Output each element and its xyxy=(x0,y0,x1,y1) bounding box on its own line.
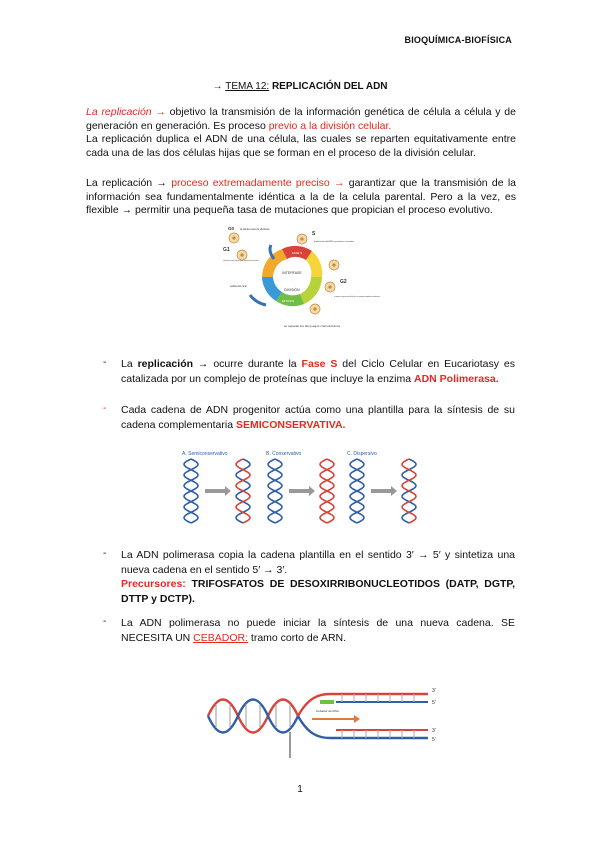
title-text: REPLICACIÓN DEL ADN xyxy=(269,81,388,92)
bullet-dash: - xyxy=(103,616,107,627)
dna-strand xyxy=(350,459,364,523)
g1-label: G1 xyxy=(223,247,230,253)
bullet2-text: Cada cadena de ADN progenitor actúa como una plantilla para la síntesis de su cadena complementaria xyxy=(121,404,515,431)
model-arrows xyxy=(205,486,397,496)
bullet-dash: - xyxy=(103,548,107,559)
intro-term: La replicación → xyxy=(86,106,166,118)
intro-paragraph xyxy=(86,106,516,160)
bullet2-highlight: SEMICONSERVATIVA. xyxy=(235,418,346,431)
dna-strand xyxy=(402,459,416,523)
bullet1-highlight-2: ADN Polimerasa. xyxy=(414,372,499,385)
dna-strand xyxy=(236,459,250,523)
dna-strand xyxy=(268,459,282,523)
mitosis-label: MITOSIS xyxy=(281,299,295,303)
bullet4-text-2: tramo corto de ARN. xyxy=(248,631,347,644)
precision-paragraph xyxy=(86,177,516,218)
replication-fork-figure xyxy=(208,684,440,762)
fork-strands xyxy=(290,694,428,758)
bullet1-highlight-1: Fase S xyxy=(301,358,338,370)
model-label-dispersive: C. Dispersivo xyxy=(347,451,377,457)
precision-text-2: garantizar que la transmisión de la información sea fundamentalmente idéntica a la de la celula parental. Pero a la vez, es flexible → permitir una pequeña tasa de mutaciones que propician el proceso evolutivo. xyxy=(86,177,517,216)
primer-label: Cebador de RNA xyxy=(316,709,339,713)
cell-cycle-figure xyxy=(222,225,414,333)
interphase-label: INTERFASE xyxy=(282,271,302,275)
polymerase-arrow xyxy=(312,715,360,723)
g2-desc: se empieza a preparar para la división; los cromosomas empiezan a condensarse xyxy=(334,296,414,298)
s-label: S xyxy=(312,231,316,237)
precursors-label: Precursores: xyxy=(121,578,186,590)
bullet1-text-2: → ocurre durante la xyxy=(193,358,302,370)
dna-strand xyxy=(320,459,334,523)
bullet-dash: - xyxy=(103,357,107,368)
bullet1-text-1: La xyxy=(121,358,138,370)
g0-label: G0 xyxy=(228,226,235,231)
replication-models-figure xyxy=(179,447,425,527)
s-desc: duplicación del ADN y proteínas asociadas xyxy=(314,241,356,243)
g1-desc xyxy=(223,259,259,262)
fork-label-3b: 3' xyxy=(432,728,436,734)
intro-text-2: La replicación duplica el ADN de una célula, las cuales se reparten equitativamente entre cada una de las dos células hijas que se forman en el proceso de la división celular. xyxy=(86,133,516,159)
precursors-text: TRIFOSFATOS DE DESOXIRRIBONUCLEOTIDOS (DATP, DGTP, DTTP y DCTP). xyxy=(121,578,515,605)
fork-label-5b: 5' xyxy=(432,737,436,743)
bullet-4 xyxy=(121,616,515,645)
g0-desc: la célula cesa de dividirse xyxy=(240,228,270,231)
bullet3-text: La ADN polimerasa copia la cadena plantilla en el sentido 3′ → 5′ y sintetiza una nueva cadena en el sentido 5′ → 3′. xyxy=(121,549,515,576)
title-label: TEMA 12: xyxy=(225,81,270,92)
fork-label-3a: 3' xyxy=(432,688,436,694)
section-title xyxy=(0,81,600,92)
bullet4-text-1: La ADN polimerasa no puede iniciar la síntesis de una nueva cadena. SE NECESITA UN xyxy=(121,617,515,644)
fork-helix xyxy=(208,700,298,733)
precision-highlight: proceso extremadamente preciso → xyxy=(171,177,345,189)
m-desc: se separan los dos juegos cromosómicos xyxy=(284,325,342,328)
bullet1-text-3: del Ciclo Celular en Eucariotasy es catalizada por un complejo de proteínas que incluye la enzima xyxy=(121,358,515,385)
fase-s-label: FASE S xyxy=(291,251,303,255)
intro-highlight: previo a la división celular. xyxy=(268,119,392,132)
fork-label-5a: 5' xyxy=(432,700,436,706)
page-number: 1 xyxy=(297,784,303,795)
cebador-label: CEBADOR: xyxy=(193,631,248,644)
title-arrow: → xyxy=(212,81,223,92)
g2-label: G2 xyxy=(340,279,347,285)
rna-primer xyxy=(320,700,334,704)
bullet-3 xyxy=(121,548,515,606)
precision-text-1: La replicación → xyxy=(86,177,172,189)
division-label: DIVISIÓN xyxy=(284,288,300,292)
bullet-2 xyxy=(121,403,515,432)
model-label-conservative: B. Conservativo xyxy=(266,451,302,457)
bullet-dash: - xyxy=(103,403,107,414)
model-label-semiconservative: A. Semiconservativo xyxy=(182,451,228,457)
bullet-1 xyxy=(121,357,515,386)
page-header: BIOQUÍMICA-BIOFÍSICA xyxy=(404,35,512,45)
bullet1-bold: replicación xyxy=(137,358,194,370)
intro-text-1: objetivo la transmisión de la información genética de célula a célula y de generación en generación. Es proceso xyxy=(86,106,516,132)
dna-strand xyxy=(184,459,198,523)
exit-label: salida del ciclo xyxy=(230,285,247,288)
